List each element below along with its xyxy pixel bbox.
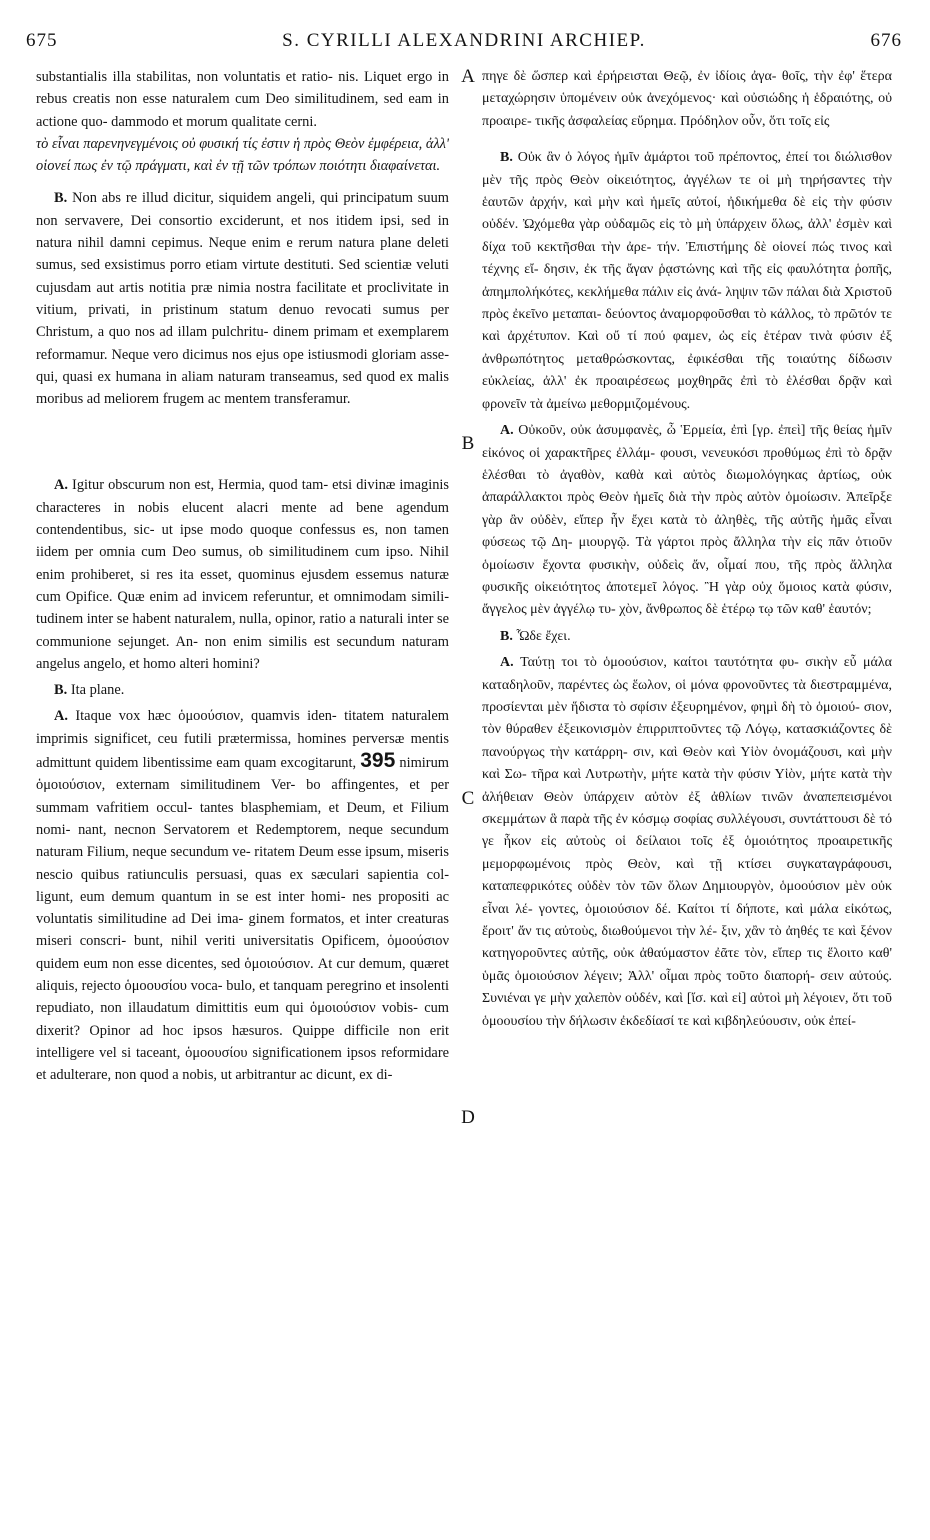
- latin-paragraph: A. Itaque vox hæc ὁμοούσιον, quamvis iden- titatem naturalem imprimis significet, ceu futili prætermissa, homines perversæ mentis admittunt quidem libentissime eam quam excogitarunt, 395 nimirum ὁμοιούσιον, externam similitudinem Ver- bo affingentes, et per summam vafritiem occul- tantes blasphemiam, et Deum, et Filium nomi- nant, necnon Servatorem et Redemptorem, neque secundum naturam Filium, neque secundum ve- ritatem Deum esse ipsum, miseris nescio quibus ratiunculis persuasi, quas ex sæculari sapientia col- ligunt, eum demum quantum in se est inter homi- nes propositi ac voluntatis similitudine ad Dei ima- ginem formatos, et inter creaturas miseri conscri- bunt, nihil veriti universitatis Opificem, ὁμοούσιον quidem eum non esse dicentes, sed ὁμοιούσιον. At cur demum, quæret aliquis, rejecto ὁμοουσίου voca- bulo, et tanquam peregrino et insolenti repudiato, non illaudatum dimittitis eum qui ὁμοιούσιον vobis- cum dixerit? Opinor ad hoc ipsos hæsuros. Quippe difficile non erit intelligere vel si taceant, ὁμοουσίου significationem ipsos reformidare et adulterare, non quod a nobis, ut arbitrantur ac dicunt, ex di-: [36, 708, 449, 1084]
- left-page-number: 675: [26, 30, 58, 51]
- margin-letter-c: C: [461, 788, 475, 809]
- margin-letter-a: A: [461, 66, 475, 87]
- column-number-marker: 395: [360, 749, 396, 773]
- latin-paragraph: B. Non abs re illud dicitur, siquidem angeli, qui principatum suum non servavere, Dei consortio exciderunt, et nos itidem ipsi, sed in natura nihil damni cepimus. Neque enim e rerum natura plane deleti sumus, sed exsistimus porro etiam virtute destituti. Sed scientiæ veluti cujusdam aut artis notitia præ nimia nostra facilitate et proclivitate in vitium, privati, in pristinum statum denuo revocati sumus per Christum, a quo nos ad illam pulchritu- dinem primam et exemplarem reformamur. Neque vero dicimus nos ejus ope istiusmodi gloriam asse- qui, quasi ex humana in aliam naturam transeamus, sed quod ex malis moribus ad meliorem frugem ac mentem transferamur.: [36, 190, 449, 408]
- right-page-number: 676: [870, 30, 902, 51]
- speaker-label: B.: [54, 190, 68, 207]
- latin-paragraph: B. Ita plane.: [54, 682, 125, 699]
- latin-paragraph: substantialis illa stabilitas, non voluntatis et ratio- nis. Liquet ergo in rebus creatis non esse naturalem cum Deo similitudinem, sed eam in actione quo- dammodo et morum qualitate cerni.: [36, 69, 449, 130]
- greek-paragraph: B. Οὐκ ἂν ὁ λόγος ἡμῖν ἁμάρτοι τοῦ πρέποντος, ἐπεί τοι διώλισθον μὲν τῆς πρὸς Θεὸν οἰκειότητος, ἀγγέλων τε οἱ μὴ τηρήσαντες τὴν ἑαυτῶν ἀρχήν, καὶ μὴν καὶ ἡμεῖς αὐτοί, ἠδικήμεθα δὲ εἰς τὴν φύσιν οὐδέν. Ὠχόμεθα γὰρ οὐδαμῶς εἰς τὸ μὴ ὑπάρχειν ὅλως, ἀλλ' ἐσμὲν καὶ δίχα τοῦ κεκτῆσθαι τὴν ἀρε- τήν. Ἐπιστήμης δὲ οἱονεί πώς τινος καὶ τέχνης εἴ- δησιν, ἐκ τῆς ἄγαν ῥᾳστώνης καὶ τῆς εἰς φαυλότητα ῥοπῆς, ἀπημπολήκότες, κεκλήμεθα πάλιν εἰς ἀνά- ληψιν τῶν πάλαι διὰ Χριστοῦ πρὸς ἐκεῖνο μεταπαι- δεύοντος ἀναμορφοῦσθαι τὸ κάλλος, τὸ πρῶτόν τε καὶ ἀρχέτυπον. Καὶ οὔ τί πού φαμεν, ὡς εἰς ἑτέραν τινὰ φύσιν ἐξ ἀνθρωπότητος μεταθρώσκοντας, ἐφικέσθαι τῆς τοιαύτης δίδωσιν εὐκλείας, ἀλλ' ἐκ προαιρέσεως μοχθηρᾶς ἐπὶ τὸ ἑλέσθαι δρᾷν καὶ φρονεῖν τὰ ἀμείνω μεθορμιζομένους.: [482, 150, 892, 412]
- page-header: [26, 30, 902, 56]
- speaker-label: A.: [54, 477, 68, 494]
- greek-paragraph: B. Ὧδε ἔχει.: [500, 628, 571, 644]
- latin-column: [36, 66, 449, 1530]
- latin-paragraph: A. Igitur obscurum non est, Hermia, quod tam- etsi divinæ imaginis characteres in nobis elucent alacri mente ad bene agendum contendentibus, sic- ut ipse modo quoque confessus es, non tamen iidem per omnia cum Deo sumus, ob similitudinem cum ipso. Nihil enim prohiberet, si res ita esset, quominus ejusdem essemus naturæ cum Opifice. Quæ enim ad invicem referuntur, et omnimodam simili- tudinem inter se habent naturalem, nulla, opinor, ratio a naturali inter se communione sejunget. An- non enim similis est secundum naturam angelus angelo, et homo alteri homini?: [36, 477, 449, 672]
- speaker-label: A.: [54, 708, 68, 725]
- greek-paragraph: A. Ταύτῃ τοι τὸ ὁμοούσιον, καίτοι ταυτότητα φυ- σικὴν εὖ μάλα καταδηλοῦν, παρέντες ὡς ἕωλον, οἱ μόνα φρονοῦντες τὰ διεστραμμένα, προσίενται μὲν ἥδιστα τὸ σφίσιν ἐξευρημένον, φημὶ δὴ τὸ ὁμοιού- σιον, τὸν θύραθεν ἐξεικονισμὸν ἐπιρριπτοῦντες τῷ Λόγῳ, κατασκιάζοντες δὲ πανούργως τὴν κατάρρη- σιν, καὶ Θεὸν καὶ Υἱὸν ὀνομάζουσι, καὶ μὴν καὶ Σω- τῆρα καὶ Λυτρωτὴν, μήτε κατὰ τὴν φύσιν Υἱὸν, μήτε κατὰ τὴν ἀλήθειαν Θεὸν ὑπάρχειν αὐτὸν ἐξ ἀθλίων τινῶν ἀναπεπεισμένοι σκεμμάτων ἃ παρὰ τῆς ἐν κόσμῳ σοφίας συλλέγουσι, συντάττουσι δὲ τό γε ἧκον εἰς αὐτοὺς οἱ δείλαιοι τοῖς ἐξ ὁμοιότητος προαιρετικῆς μεμορφωμένοις πρὸς Θεὸν, καὶ τῇ κτίσει συγκαταγράφουσι, καταπεφρικότες οὐδὲν τὸν τῶν ὅλων Δημιουργὸν, ὁμοούσιον μὲν οὐκ εἶναι λέ- γοντες, ὁμοιούσιον δέ. Καίτοι τί δήποτε, καὶ μάλα εἰκότως, ἔροιτ' ἄν τις αὐτοὺς, διωθούμενοι τὴν λέ- ξιν, χἂν τὸ ἀηθές τε καὶ ξένον κατηγοροῦντες αὐτῆς, οὐκ ἀθαύμαστον ἐᾶτε τὸν, εἴπερ τις ἕλοιτο καθ' ὑμᾶς ὁμοιούσιον λέγειν; Ἀλλ' οἶμαι πρὸς τοῦτο διαπορή- σειν αὐτούς. Συνιέναι γε μὴν χαλεπὸν οὐδέν, καὶ [ἴσ. καὶ εἰ] αὐτοὶ μὴ λέγοιεν, ὅτι τοῦ ὁμοουσίου τὴν δήλωσιν ἐκδεδίασί τε καὶ κιβδηλεύουσιν, οὐκ ἐπεί-: [482, 655, 892, 1029]
- greek-column: [482, 66, 892, 1530]
- speaker-label: B.: [500, 150, 513, 166]
- greek-paragraph: πηγε δὲ ὥσπερ καὶ ἐρήρεισται Θεῷ, ἐν ἰδίοις ἀγα- θοῖς, τὴν ἐφ' ἕτερα μεταχώρησιν ὑπομένειν οὐκ ἀνεχόμενος· καὶ οὐσιώδης ἡ ἑδραιότης, οὐ προαιρε- τικῆς ἀσφαλείας εὕρημα. Πρόδηλον οὖν, ὅτι τοῖς εἰς: [482, 69, 892, 129]
- greek-paragraph: A. Οὐκοῦν, οὐκ ἀσυμφανὲς, ὦ Ἑρμεία, ἐπὶ [γρ. ἐπεὶ] τῆς θείας ἡμῖν εἰκόνος οἱ χαρακτῆρες ἐλλάμ- φουσι, νενευκόσι προθύμως ἐπὶ τὸ δρᾷν ἑλέσθαι τὸ ἀγαθὸν, καθὰ καὶ αὐτὸς διωμολόγηκας ἀρτίως, οὐκ ἀπαράλλακτοι πρὸς Θεὸν ἡμεῖς διὰ τὴν πρὸς αὐτὸν ὁμοίωσιν. Ἀπεῖρξε γὰρ ἂν οὐδὲν, εἴπερ ἦν ἔχει κατὰ τὸ ἀληθὲς, τῆς αὐτῆς ἡμᾶς εἶναι φύσεως τῷ Δη- μιουργῷ. Τὰ γάρτοι πρὸς ἄλληλα τὴν εἰς πᾶν ὁτιοῦν ὁμοίωσιν ἔχοντα φυσικὴν, οὐδεὶς ἄν, οἶμαί που, τῆς πρὸς ἄλληλα φυσικῆς οἰκειότητος ἀποτεμεῖ λόγος. Ἢ γὰρ οὐχ ὅμοιος κατὰ φύσιν, ἄγγελος μὲν ἀγγέλῳ τυ- χὸν, ἄνθρωπος δὲ ἑτέρῳ τῳ τῶν καθ' ἑαυτόν;: [482, 423, 892, 618]
- speaker-label: B.: [54, 682, 68, 699]
- speaker-label: A.: [500, 423, 514, 439]
- running-title: S. CYRILLI ALEXANDRINI ARCHIEP.: [282, 30, 646, 51]
- latin-paragraph: τὸ εἶναι παρενηνεγμένοις οὐ φυσική τίς ἐστιν ἡ πρὸς Θεὸν ἐμφέρεια, ἀλλ' οἱονεί πως ἐν τῷ πράγματι, καὶ ἐν τῇ τῶν τρόπων ποιότητι διαφαίνεται.: [36, 135, 449, 175]
- speaker-label: B.: [500, 628, 513, 644]
- margin-letter-d: D: [461, 1107, 475, 1128]
- speaker-label: A.: [500, 655, 514, 671]
- margin-letter-b: B: [461, 433, 475, 454]
